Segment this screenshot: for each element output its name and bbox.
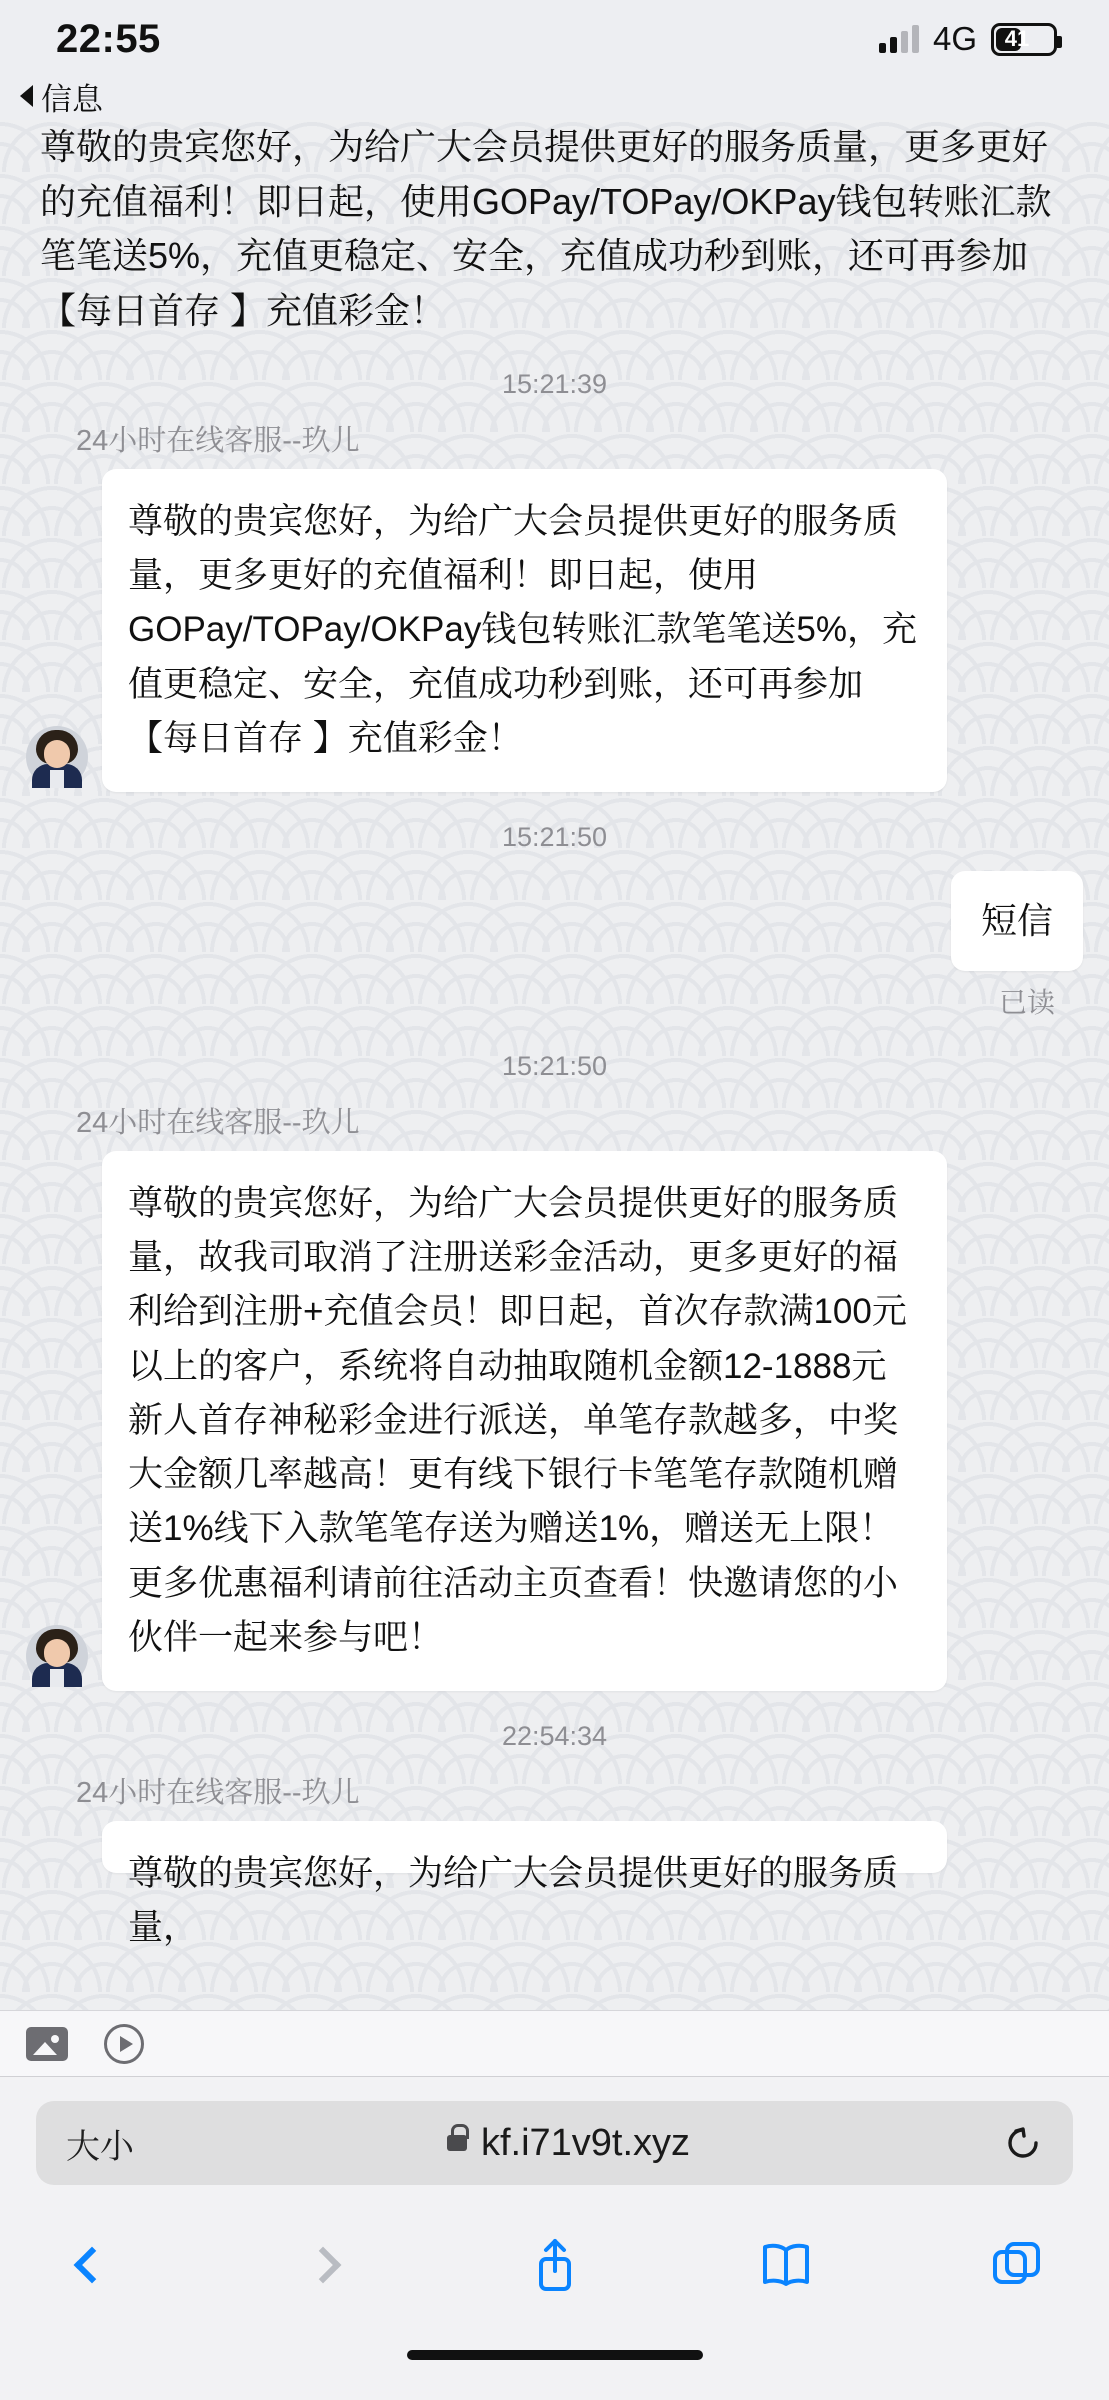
sender-name: 24小时在线客服--玖儿 xyxy=(76,1106,360,1139)
message-bubble-incoming[interactable]: 尊敬的贵宾您好，为给广大会员提供更好的服务质量，故我司取消了注册送彩金活动，更多更好的福利给到注册+充值会员！即日起，首次存款满100元以上的客户，系统将自动抽取随机金额12-1888元新人首存神秘彩金进行派送，单笔存款越多，中奖大金额几率越高！更有线下银行卡笔笔存款随机赠送1%线下入款笔笔存送为赠送1%，赠送无上限！更多优惠福利请前往活动主页查看！快邀请您的小伙伴一起来参与吧！ xyxy=(102,1151,947,1691)
lock-icon xyxy=(447,2135,467,2151)
timestamp: 15:21:50 xyxy=(501,822,608,853)
browser-chrome xyxy=(0,2076,1109,2344)
tabs-icon xyxy=(992,2240,1042,2290)
message-row xyxy=(26,871,1083,971)
message-bubble-outgoing[interactable]: 短信 xyxy=(951,871,1083,971)
message-bubble-incoming-partial[interactable]: 尊敬的贵宾您好，为给广大会员提供更好的服务质量， xyxy=(102,1821,947,1873)
browser-toolbar xyxy=(0,2185,1109,2344)
status-indicators xyxy=(879,14,1057,58)
address-bar[interactable] xyxy=(36,2101,1073,2185)
battery-icon xyxy=(991,23,1057,56)
battery-percent-label: 41 xyxy=(1004,26,1030,51)
avatar xyxy=(26,1625,88,1687)
chat-area[interactable] xyxy=(0,120,1109,2010)
reload-icon[interactable] xyxy=(1003,2123,1043,2163)
timestamp: 15:21:39 xyxy=(501,368,608,399)
timestamp: 22:54:34 xyxy=(501,1721,608,1752)
avatar xyxy=(26,726,88,788)
chevron-right-icon xyxy=(305,2246,342,2283)
tabs-button[interactable] xyxy=(977,2225,1057,2305)
bookmarks-button[interactable] xyxy=(746,2225,826,2305)
message-bubble-incoming[interactable]: 尊敬的贵宾您好，为给广大会员提供更好的服务质量，更多更好的充值福利！即日起，使用GOPay/TOPay/OKPay钱包转账汇款笔笔送5%，充值更稳定、安全，充值成功秒到账，还可再参加【每日首存 】充值彩金！ xyxy=(102,469,947,792)
network-type-label: 4G xyxy=(932,20,977,57)
signal-bars-icon xyxy=(879,25,919,53)
home-indicator[interactable] xyxy=(407,2350,703,2360)
sender-name: 24小时在线客服--玖儿 xyxy=(76,424,360,457)
photo-icon[interactable] xyxy=(26,2027,68,2061)
play-circle-icon[interactable] xyxy=(104,2024,144,2064)
back-label: 信息 xyxy=(41,81,103,117)
home-indicator-area xyxy=(0,2344,1109,2400)
message-row xyxy=(26,1151,1083,1691)
message-row xyxy=(26,469,1083,792)
top-message-text: 尊敬的贵宾您好，为给广大会员提供更好的服务质量，更多更好的充值福利！即日起，使用GOPay/TOPay/OKPay钱包转账汇款笔笔送5%，充值更稳定、安全，充值成功秒到账，还可再参加【每日首存 】充值彩金！ xyxy=(40,126,1052,332)
page-size-label[interactable]: 大小 xyxy=(66,2127,134,2166)
url-text: kf.i71v9t.xyz xyxy=(480,2121,691,2164)
browser-back-button[interactable] xyxy=(52,2225,132,2305)
browser-forward-button[interactable] xyxy=(283,2225,363,2305)
share-icon xyxy=(532,2237,578,2293)
book-icon xyxy=(760,2242,812,2288)
media-attachment-bar xyxy=(0,2010,1109,2076)
timestamp: 15:21:50 xyxy=(501,1050,608,1081)
sender-name: 24小时在线客服--玖儿 xyxy=(76,1777,360,1810)
chevron-left-icon xyxy=(74,2246,111,2283)
message-row xyxy=(26,1821,1083,1948)
status-time: 22:55 xyxy=(56,16,161,61)
share-button[interactable] xyxy=(515,2225,595,2305)
status-bar xyxy=(0,0,1109,72)
url-display[interactable] xyxy=(134,2122,1003,2165)
read-receipt: 已读 xyxy=(998,986,1055,1018)
